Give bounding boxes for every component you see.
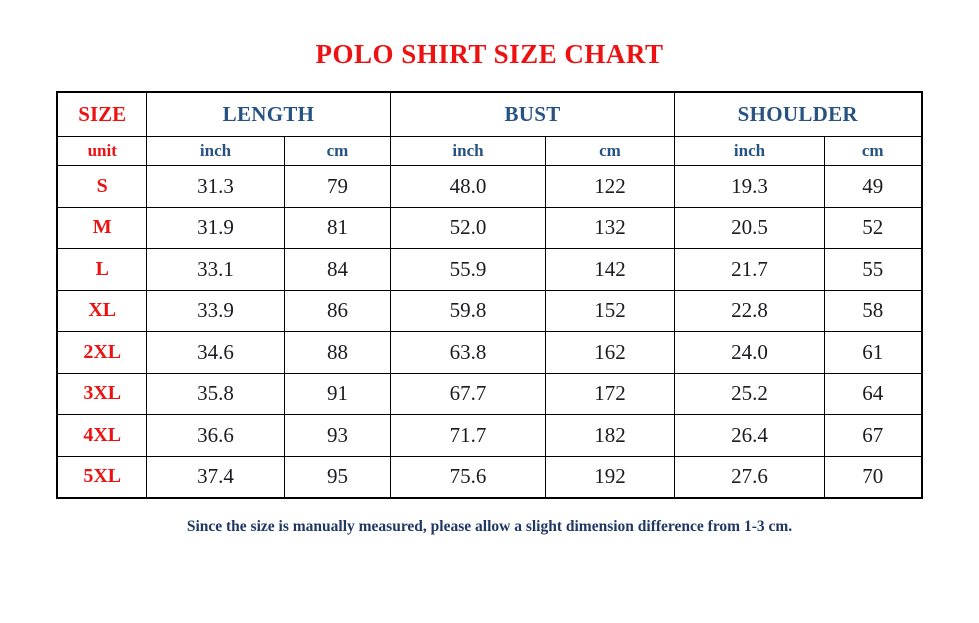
data-cell: 22.8 xyxy=(674,290,824,332)
data-cell: 37.4 xyxy=(146,456,284,498)
data-cell: 95 xyxy=(284,456,390,498)
data-cell: 91 xyxy=(284,373,390,415)
unit-header-shoulder-inch: inch xyxy=(674,137,824,166)
data-cell: 71.7 xyxy=(390,415,545,457)
column-header-bust: BUST xyxy=(390,92,674,137)
data-cell: 162 xyxy=(545,332,674,374)
size-cell: 4XL xyxy=(57,415,146,457)
data-cell: 52.0 xyxy=(390,207,545,249)
data-cell: 70 xyxy=(824,456,921,498)
data-cell: 55.9 xyxy=(390,249,545,291)
size-cell: L xyxy=(57,249,146,291)
data-cell: 31.3 xyxy=(146,166,284,208)
unit-header-length-cm: cm xyxy=(284,137,390,166)
table-row-5xl xyxy=(57,456,921,498)
size-cell: XL xyxy=(57,290,146,332)
data-cell: 79 xyxy=(284,166,390,208)
unit-header-bust-cm: cm xyxy=(545,137,674,166)
page-title: POLO SHIRT SIZE CHART xyxy=(315,39,664,69)
size-cell: S xyxy=(57,166,146,208)
measurement-disclaimer-note: Since the size is manually measured, please allow a slight dimension difference from 1-3 cm. xyxy=(186,517,793,535)
table-row-4xl xyxy=(57,415,921,457)
data-cell: 36.6 xyxy=(146,415,284,457)
data-cell: 55 xyxy=(824,249,921,291)
unit-header-length-inch: inch xyxy=(146,137,284,166)
data-cell: 31.9 xyxy=(146,207,284,249)
table-row-l xyxy=(57,249,921,291)
data-cell: 75.6 xyxy=(390,456,545,498)
table-row-2xl xyxy=(57,332,921,374)
unit-header-shoulder-cm: cm xyxy=(824,137,921,166)
size-cell: 5XL xyxy=(57,456,146,498)
data-cell: 67.7 xyxy=(390,373,545,415)
data-cell: 182 xyxy=(545,415,674,457)
data-cell: 86 xyxy=(284,290,390,332)
data-cell: 33.1 xyxy=(146,249,284,291)
data-cell: 61 xyxy=(824,332,921,374)
data-cell: 88 xyxy=(284,332,390,374)
size-cell: 2XL xyxy=(57,332,146,374)
data-cell: 81 xyxy=(284,207,390,249)
data-cell: 25.2 xyxy=(674,373,824,415)
size-cell: M xyxy=(57,207,146,249)
size-cell: 3XL xyxy=(57,373,146,415)
column-header-shoulder: SHOULDER xyxy=(674,92,921,137)
table-row-s xyxy=(57,166,921,208)
table-row-xl xyxy=(57,290,921,332)
data-cell: 67 xyxy=(824,415,921,457)
data-cell: 132 xyxy=(545,207,674,249)
data-cell: 59.8 xyxy=(390,290,545,332)
data-cell: 26.4 xyxy=(674,415,824,457)
data-cell: 58 xyxy=(824,290,921,332)
data-cell: 27.6 xyxy=(674,456,824,498)
data-cell: 33.9 xyxy=(146,290,284,332)
data-cell: 84 xyxy=(284,249,390,291)
unit-row-label: unit xyxy=(57,137,146,166)
data-cell: 20.5 xyxy=(674,207,824,249)
data-cell: 63.8 xyxy=(390,332,545,374)
unit-header-bust-inch: inch xyxy=(390,137,545,166)
data-cell: 172 xyxy=(545,373,674,415)
data-cell: 122 xyxy=(545,166,674,208)
data-cell: 49 xyxy=(824,166,921,208)
table-unit-row xyxy=(57,137,921,166)
data-cell: 19.3 xyxy=(674,166,824,208)
table-row-m xyxy=(57,207,921,249)
data-cell: 93 xyxy=(284,415,390,457)
table-row-3xl xyxy=(57,373,921,415)
data-cell: 48.0 xyxy=(390,166,545,208)
column-header-size: SIZE xyxy=(57,92,146,137)
column-header-length: LENGTH xyxy=(146,92,390,137)
data-cell: 192 xyxy=(545,456,674,498)
data-cell: 52 xyxy=(824,207,921,249)
table-header-row xyxy=(57,92,921,137)
data-cell: 142 xyxy=(545,249,674,291)
data-cell: 152 xyxy=(545,290,674,332)
data-cell: 24.0 xyxy=(674,332,824,374)
data-cell: 21.7 xyxy=(674,249,824,291)
size-chart-table xyxy=(56,91,922,499)
data-cell: 34.6 xyxy=(146,332,284,374)
data-cell: 35.8 xyxy=(146,373,284,415)
data-cell: 64 xyxy=(824,373,921,415)
